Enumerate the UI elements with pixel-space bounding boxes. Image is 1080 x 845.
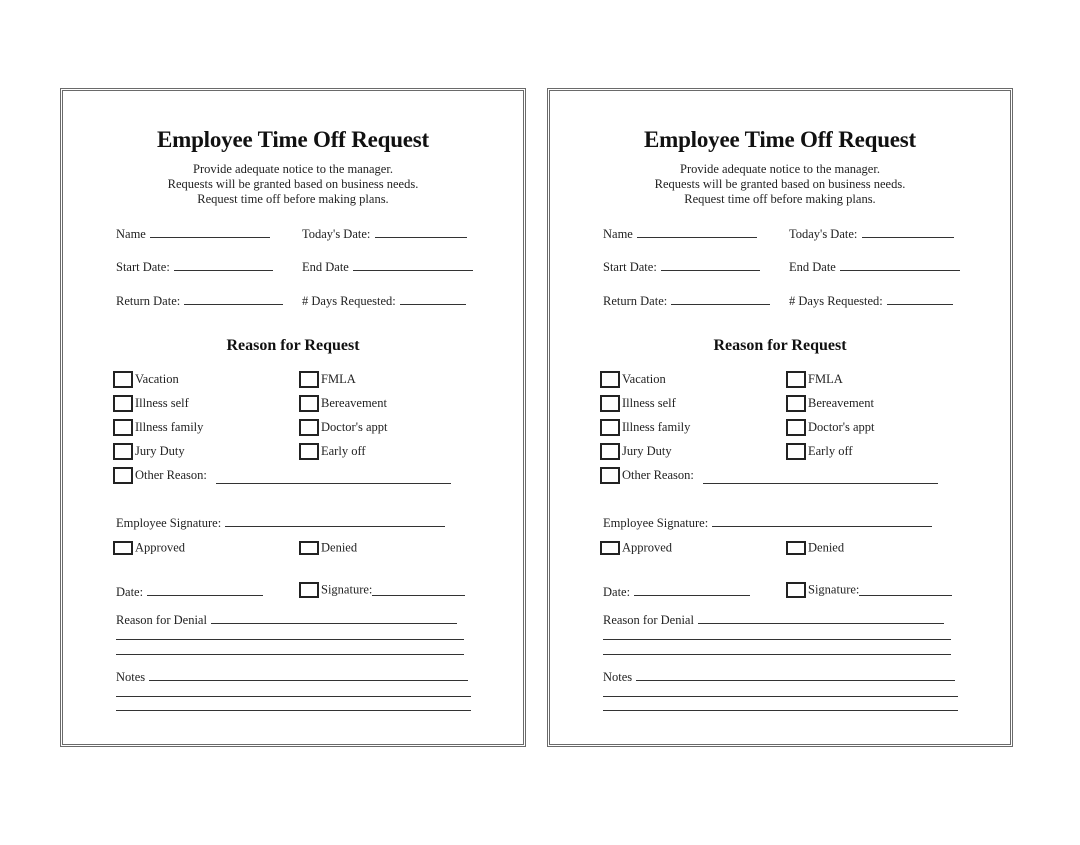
start-date-field[interactable] (116, 259, 273, 275)
name-label: Name (116, 227, 146, 241)
notes-line-3[interactable] (603, 710, 958, 711)
checkbox-box[interactable] (786, 419, 806, 436)
checkbox-label: Illness self (135, 396, 189, 410)
checkbox-box[interactable] (786, 582, 806, 598)
checkbox-box[interactable] (786, 395, 806, 412)
days-requested-blank[interactable] (400, 293, 466, 305)
checkbox-bereavement[interactable] (299, 395, 387, 412)
days-requested-blank[interactable] (887, 293, 953, 305)
intro-line-2: Requests will be granted based on business needs. (654, 177, 906, 191)
return-date-blank[interactable] (671, 293, 770, 305)
checkbox-label: FMLA (321, 372, 356, 386)
checkbox-box[interactable] (299, 582, 319, 598)
reason-for-denial-label: Reason for Denial (603, 613, 694, 627)
checkbox-label: Jury Duty (622, 444, 672, 458)
date-field[interactable] (116, 584, 263, 600)
checkbox-label: Doctor's appt (321, 420, 388, 434)
end-date-blank[interactable] (353, 259, 473, 271)
notes-line-2[interactable] (116, 696, 471, 697)
checkbox-early-off[interactable] (786, 443, 853, 460)
checkbox-illness-self[interactable] (600, 395, 676, 412)
checkbox-box[interactable] (600, 371, 620, 388)
date-label: Date: (116, 585, 144, 599)
checkbox-box[interactable] (299, 443, 319, 460)
other-reason-blank[interactable] (216, 483, 451, 484)
name-label: Name (603, 227, 633, 241)
days-requested-label: # Days Requested: (789, 294, 883, 308)
checkbox-label: Early off (808, 444, 853, 458)
end-date-label: End Date (302, 260, 349, 274)
checkbox-label: Early off (321, 444, 366, 458)
todays-date-label: Today's Date: (302, 227, 371, 241)
end-date-field[interactable] (302, 259, 473, 275)
time-off-form-left (60, 88, 526, 747)
todays-date-blank[interactable] (862, 226, 954, 238)
checkbox-label: Denied (808, 540, 845, 555)
reason-for-denial-blank[interactable] (211, 612, 457, 624)
start-date-label: Start Date: (603, 260, 657, 274)
checkbox-label: Other Reason: (622, 468, 694, 482)
checkbox-label: Signature: (808, 582, 860, 597)
todays-date-blank[interactable] (375, 226, 467, 238)
checkbox-label: Vacation (135, 372, 179, 386)
checkbox-box[interactable] (600, 443, 620, 460)
name-blank[interactable] (637, 226, 757, 238)
checkbox-other-reason[interactable] (113, 467, 207, 484)
intro-line-1: Provide adequate notice to the manager. (193, 162, 393, 176)
checkbox-box[interactable] (299, 419, 319, 436)
checkbox-approved[interactable] (600, 540, 672, 556)
checkbox-box[interactable] (786, 443, 806, 460)
return-date-field[interactable] (603, 293, 770, 309)
days-requested-field[interactable] (789, 293, 953, 309)
reason-for-denial-field[interactable] (116, 612, 457, 628)
checkbox-box[interactable] (600, 395, 620, 412)
intro-line-1: Provide adequate notice to the manager. (680, 162, 880, 176)
date-field[interactable] (603, 584, 750, 600)
checkbox-label: Bereavement (321, 396, 387, 410)
days-requested-label: # Days Requested: (302, 294, 396, 308)
end-date-blank[interactable] (840, 259, 960, 271)
checkbox-box[interactable] (600, 467, 620, 484)
return-date-blank[interactable] (184, 293, 283, 305)
days-requested-field[interactable] (302, 293, 466, 309)
checkbox-label: Illness family (135, 420, 204, 434)
checkbox-approved[interactable] (113, 540, 185, 556)
date-blank[interactable] (634, 584, 750, 596)
todays-date-field[interactable] (789, 226, 954, 242)
start-date-blank[interactable] (661, 259, 760, 271)
checkbox-label: Illness self (622, 396, 676, 410)
checkbox-fmla[interactable] (299, 371, 356, 388)
checkbox-box[interactable] (113, 419, 133, 436)
checkbox-jury-duty[interactable] (600, 443, 672, 460)
time-off-form-right (547, 88, 1013, 747)
checkbox-box[interactable] (600, 419, 620, 436)
denial-line-2[interactable] (603, 639, 951, 640)
checkbox-early-off[interactable] (299, 443, 366, 460)
checkbox-label: Other Reason: (135, 468, 207, 482)
form-title: Employee Time Off Request (643, 127, 917, 152)
checkbox-illness-self[interactable] (113, 395, 189, 412)
end-date-label: End Date (789, 260, 836, 274)
intro-line-3: Request time off before making plans. (197, 192, 389, 206)
checkbox-label: Doctor's appt (808, 420, 875, 434)
denial-line-3[interactable] (116, 654, 464, 655)
checkbox-doctors-appt[interactable] (786, 419, 874, 436)
checkbox-box[interactable] (600, 541, 620, 555)
checkbox-label: Approved (622, 540, 672, 555)
start-date-field[interactable] (603, 259, 760, 275)
other-reason-blank[interactable] (703, 483, 938, 484)
reason-for-request-heading: Reason for Request (226, 337, 360, 354)
reason-for-denial-field[interactable] (603, 612, 944, 628)
checkbox-box[interactable] (113, 467, 133, 484)
signature-blank[interactable] (372, 584, 465, 596)
date-blank[interactable] (147, 584, 263, 596)
checkbox-illness-family[interactable] (113, 419, 203, 436)
notes-field[interactable] (603, 669, 955, 685)
end-date-field[interactable] (789, 259, 960, 275)
checkbox-jury-duty[interactable] (113, 443, 185, 460)
start-date-label: Start Date: (116, 260, 170, 274)
date-label: Date: (603, 585, 631, 599)
checkbox-denied[interactable] (299, 540, 357, 556)
checkbox-box[interactable] (299, 395, 319, 412)
employee-signature-field[interactable] (603, 515, 932, 531)
name-field[interactable] (116, 226, 270, 242)
checkbox-signature[interactable] (786, 582, 952, 598)
checkbox-bereavement[interactable] (786, 395, 874, 412)
checkbox-box[interactable] (113, 371, 133, 388)
checkbox-box[interactable] (786, 541, 806, 555)
notes-line-2[interactable] (603, 696, 958, 697)
checkbox-label: Jury Duty (135, 444, 185, 458)
checkbox-vacation[interactable] (600, 371, 666, 388)
todays-date-label: Today's Date: (789, 227, 858, 241)
form-title: Employee Time Off Request (156, 127, 430, 152)
checkbox-illness-family[interactable] (600, 419, 690, 436)
todays-date-field[interactable] (302, 226, 467, 242)
checkbox-denied[interactable] (786, 540, 844, 556)
return-date-label: Return Date: (116, 294, 181, 308)
reason-for-denial-label: Reason for Denial (116, 613, 207, 627)
notes-blank[interactable] (636, 669, 955, 681)
employee-signature-blank[interactable] (225, 515, 445, 527)
employee-signature-field[interactable] (116, 515, 445, 531)
checkbox-label: Approved (135, 540, 185, 555)
name-field[interactable] (603, 226, 757, 242)
signature-blank[interactable] (859, 584, 952, 596)
checkbox-signature[interactable] (299, 582, 465, 598)
employee-signature-blank[interactable] (712, 515, 932, 527)
return-date-label: Return Date: (603, 294, 668, 308)
checkbox-box[interactable] (786, 371, 806, 388)
reason-for-request-heading: Reason for Request (713, 337, 847, 354)
checkbox-other-reason[interactable] (600, 467, 694, 484)
notes-label: Notes (603, 670, 633, 684)
employee-signature-label: Employee Signature: (116, 516, 222, 530)
employee-signature-label: Employee Signature: (603, 516, 709, 530)
intro-line-2: Requests will be granted based on business needs. (167, 177, 419, 191)
checkbox-label: Signature: (321, 582, 373, 597)
notes-field[interactable] (116, 669, 468, 685)
checkbox-fmla[interactable] (786, 371, 843, 388)
checkbox-label: Bereavement (808, 396, 874, 410)
name-blank[interactable] (150, 226, 270, 238)
intro-line-3: Request time off before making plans. (684, 192, 876, 206)
checkbox-label: Denied (321, 540, 358, 555)
checkbox-box[interactable] (299, 371, 319, 388)
checkbox-box[interactable] (113, 541, 133, 555)
notes-line-3[interactable] (116, 710, 471, 711)
return-date-field[interactable] (116, 293, 283, 309)
checkbox-doctors-appt[interactable] (299, 419, 387, 436)
reason-for-denial-blank[interactable] (698, 612, 944, 624)
checkbox-label: Vacation (622, 372, 666, 386)
checkbox-vacation[interactable] (113, 371, 179, 388)
checkbox-box[interactable] (299, 541, 319, 555)
checkbox-box[interactable] (113, 395, 133, 412)
checkbox-label: FMLA (808, 372, 843, 386)
denial-line-2[interactable] (116, 639, 464, 640)
checkbox-label: Illness family (622, 420, 691, 434)
notes-blank[interactable] (149, 669, 468, 681)
checkbox-box[interactable] (113, 443, 133, 460)
notes-label: Notes (116, 670, 146, 684)
denial-line-3[interactable] (603, 654, 951, 655)
start-date-blank[interactable] (174, 259, 273, 271)
